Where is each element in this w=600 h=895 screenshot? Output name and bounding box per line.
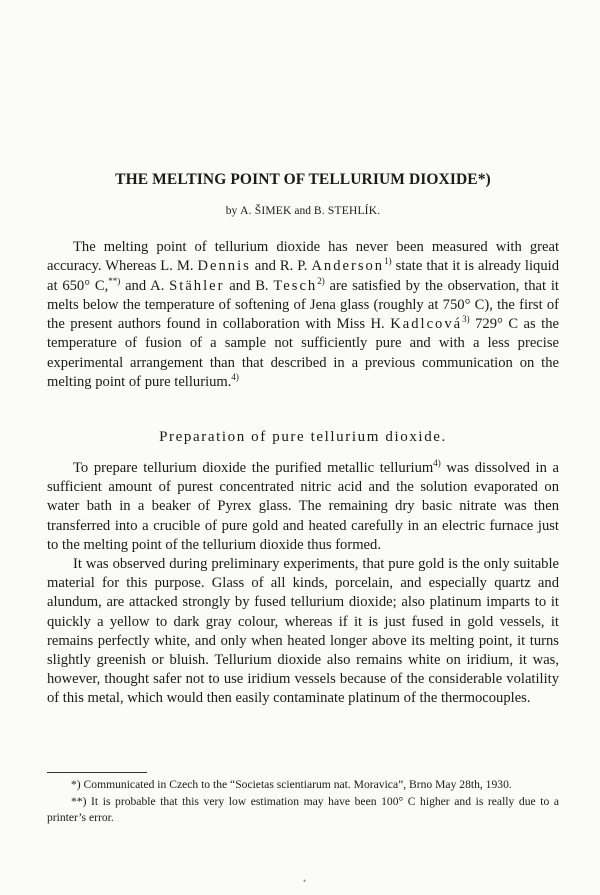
intro-text-2: and R. P. [250,258,312,275]
preparation-section [47,459,559,709]
page-mark: • [303,876,307,886]
author-line [47,205,559,217]
intro-text-3: state that it is already liquid at 650° C, [47,258,559,294]
footnote-rule [47,772,147,773]
section-heading: Preparation of pure tellurium dioxide. [159,429,447,445]
cited-name-kadlcova: Kadlcová [390,316,463,333]
intro-text-7: 729° C as the temperature of fusion of a sample not sufficiently pure and with a less precise experimental arrangement than that described in a previous communication on the melting point of pure tellurium. [47,316,560,391]
author-by: by [225,205,238,217]
footnote-1: *) Communicated in Czech to the “Societas scientiarum nat. Moravica”, Brno May 28th, 1930. [71,778,512,791]
footnote-ref-2: **) [108,275,121,286]
reference-4: 4) [231,372,239,383]
intro-paragraph [47,238,559,392]
author-1: A. ŠIMEK [240,205,292,217]
reference-4b: 4) [433,458,441,469]
preparation-paragraph-2: It was observed during preliminary experiments, that pure gold is the only suitable material for this purpose. Glass of all kinds, porcelain, and especially quartz and alundum, are attacked strongly by fused tellurium dioxide; also platinum imparts to it quickly a yellow to dark gray colour, whereas if it is just fused in gold vessels, it remains perfectly white, and only when heated longer above its melting point, it turns slightly greenish or bluish. Tellurium dioxide also remains white on iridium, it was, however, thought safer not to use iridium vessels because of the considerable volatility of this metal, which would then easily contaminate platinum of the thermocouples. [47,556,559,707]
reference-1: 1) [384,256,392,267]
intro-text-5: and B. [224,277,274,294]
preparation-paragraph-1 [47,459,559,555]
prep-text-1a: To prepare tellurium dioxide the purified metallic tellurium [73,460,434,476]
footnotes [47,777,559,827]
cited-name-anderson: Anderson [311,258,385,275]
cited-name-tesch: Tesch [273,277,318,294]
author-and: and [294,205,311,217]
intro-text-6: are satisfied by the observation, that it melts below the temperature of softening of Jena glass (roughly at 750° C), the first of the present authors found in collaboration with Miss H. [47,277,559,333]
cited-name-stahler: Stähler [169,277,225,294]
prep-text-1b: was dissolved in a sufficient amount of purest concentrated nitric acid and the solution evaporated on water bath in a beaker of Pyrex glass. The remaining dry basic nitrate was then transferred into a crucible of pure gold and heated carefully in an electric furnace just to the melting point of the tellurium dioxide thus formed. [47,460,559,553]
reference-3: 3) [462,314,470,325]
reference-2: 2) [317,275,325,286]
intro-text-1: The melting point of tellurium dioxide has never been measured with great accuracy. Whereas L. M. [47,239,559,275]
author-2: B. STEHLÍK. [313,205,381,217]
footnote-2: **) It is probable that this very low estimation may have been 100° C higher and is really due to a printer’s error. [47,794,559,824]
cited-name-dennis: Dennis [197,258,251,275]
intro-text-4: and A. [120,277,170,294]
paper-title: THE MELTING POINT OF TELLURIUM DIOXIDE*) [115,171,491,188]
intro-section [47,238,559,392]
